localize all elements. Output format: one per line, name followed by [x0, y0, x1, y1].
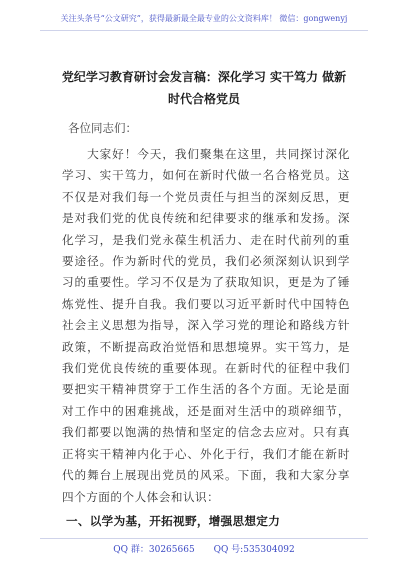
section-heading: 一、以学为基，开拓视野，增强思想定力	[66, 514, 281, 528]
header-promo: 关注头条号“公文研究”，获得最新最全最专业的公文资料库！ 微信：gongwenyj	[40, 8, 368, 31]
footer-qq-number: QQ 号:535304092	[213, 545, 295, 555]
body-paragraph: 大家好！今天，我们聚集在这里，共同探讨深化学习、实干笃力，如何在新时代做一名合格党员。这不仅是对我们每一个党员责任与担当的深刻反思，更是对我们党的优良传统和纪律要求的继承和发扬。深化学习，是我们党永葆生机活力、走在时代前列的重要途径。作为新时代的党员，我们必须深刻认识到学习的重要性。学习不仅是为了获取知识，更是为了锤炼党性、提升自我。我们要以习近平新时代中国特色社会主义思想为指导，深入学习党的理论和路线方针政策，不断提高政治觉悟和思想境界。实干笃力，是我们党优良传统的重要体现。在新时代的征程中我们要把实干精神贯穿于工作生活的各个方面。无论是面对工作中的困难挑战，还是面对生活中的琐碎细节，我们都要以饱满的热情和坚定的信念去应对。只有真正将实干精神内化于心、外化于行，我们才能在新时代的舞台上展现出党员的风采。下面，我和大家分享四个方面的个人体会和认识：	[62, 147, 350, 504]
document-title: 党纪学习教育研讨会发言稿：深化学习 实干笃力 做新时代合格党员	[61, 70, 347, 106]
footer-contact	[40, 538, 368, 559]
footer-qq-group: QQ 群：30265665	[113, 545, 195, 555]
salutation: 各位同志们：	[68, 121, 137, 135]
